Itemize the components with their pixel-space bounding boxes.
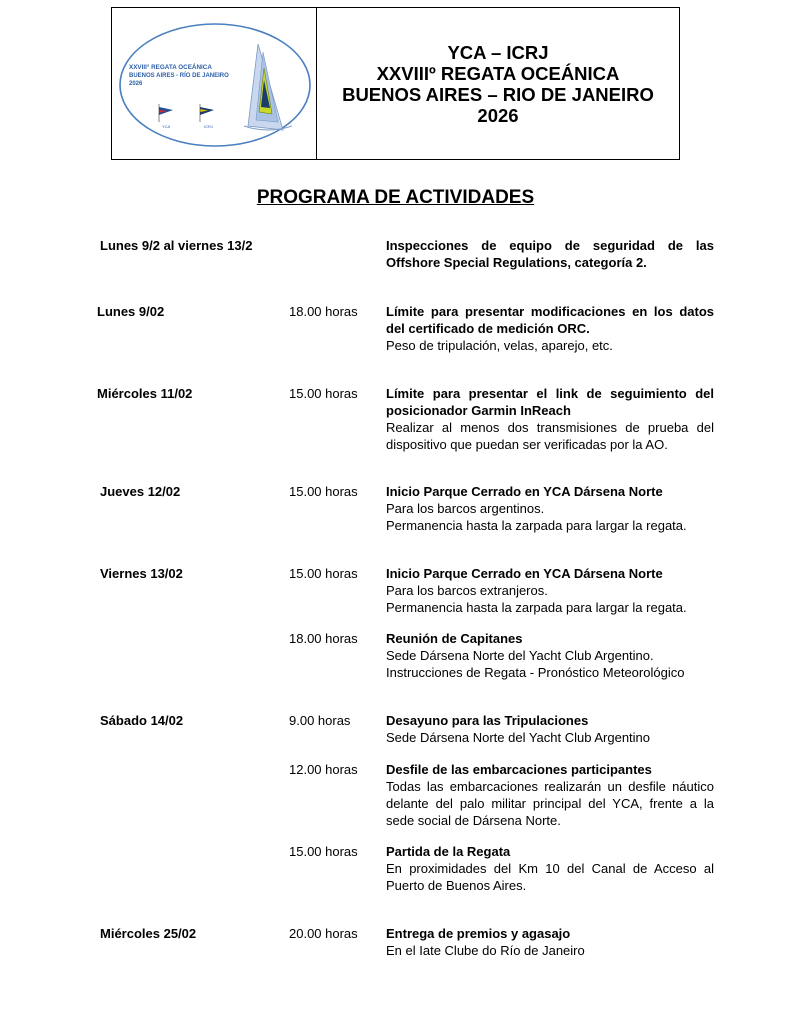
schedule-title: Límite para presentar el link de seguimiento del posicionador Garmin InReach xyxy=(386,386,714,418)
svg-text:XXVIII° REGATA OCEÁNICA: XXVIII° REGATA OCEÁNICA xyxy=(129,64,212,71)
schedule-detail: Para los barcos extranjeros. xyxy=(386,583,548,598)
schedule-detail: En proximidades del Km 10 del Canal de Acceso al Puerto de Buenos Aires. xyxy=(386,861,714,893)
schedule-detail: En el Iate Clube do Río de Janeiro xyxy=(386,943,585,958)
schedule-time: 18.00 horas xyxy=(289,304,358,319)
schedule-detail: Peso de tripulación, velas, aparejo, etc. xyxy=(386,338,613,353)
header-title-line-2: XXVIIIº REGATA OCEÁNICA xyxy=(376,62,620,84)
schedule-title: Desfile de las embarcaciones participantes xyxy=(386,762,652,777)
schedule-time: 15.00 horas xyxy=(289,844,358,859)
schedule-description xyxy=(386,712,714,746)
schedule-time: 15.00 horas xyxy=(289,386,358,401)
schedule-detail: Sede Dársena Norte del Yacht Club Argentino xyxy=(386,730,651,745)
schedule-detail: Permanencia hasta la zarpada para largar la regata. xyxy=(386,518,687,533)
schedule-time: 12.00 horas xyxy=(289,762,358,777)
svg-text:ICRJ: ICRJ xyxy=(204,124,213,129)
schedule-title: Reunión de Capitanes xyxy=(386,631,523,646)
schedule-time: 15.00 horas xyxy=(289,484,358,499)
schedule-day: Sábado 14/02 xyxy=(100,713,184,728)
regatta-logo xyxy=(118,22,312,148)
schedule-detail: Permanencia hasta la zarpada para largar la regata. xyxy=(386,600,687,615)
schedule-day: Lunes 9/02 xyxy=(97,304,165,319)
schedule-day: Jueves 12/02 xyxy=(100,484,181,499)
schedule-title: Inicio Parque Cerrado en YCA Dársena Norte xyxy=(386,566,663,581)
schedule-title: Límite para presentar modificaciones en los datos del certificado de medición ORC. xyxy=(386,304,714,336)
schedule-title: Partida de la Regata xyxy=(386,844,511,859)
schedule-description xyxy=(386,925,714,959)
svg-text:BUENOS AIRES - RÍO DE JANEIRO: BUENOS AIRES - RÍO DE JANEIRO xyxy=(129,73,229,79)
schedule-detail: Para los barcos argentinos. xyxy=(386,501,545,516)
header-title-block xyxy=(317,8,679,159)
schedule-detail: Todas las embarcaciones realizarán un desfile náutico delante del palo militar principal del YCA, frente a la sede social de Dársena Norte. xyxy=(386,779,714,828)
schedule-description xyxy=(386,843,714,894)
schedule-description xyxy=(386,630,714,681)
schedule-time: 18.00 horas xyxy=(289,631,358,646)
header-title-line-4: 2026 xyxy=(477,104,519,126)
schedule-title: Inspecciones de equipo de seguridad de las Offshore Special Regulations, categoría 2. xyxy=(386,238,714,270)
svg-text:2026: 2026 xyxy=(129,81,143,87)
schedule-day: Miércoles 11/02 xyxy=(97,386,193,401)
schedule-description xyxy=(386,761,714,829)
schedule-title: Desayuno para las Tripulaciones xyxy=(386,713,589,728)
schedule-detail: Instrucciones de Regata - Pronóstico Meteorológico xyxy=(386,665,685,680)
schedule-description xyxy=(386,483,714,534)
page-title: PROGRAMA DE ACTIVIDADES xyxy=(256,187,535,208)
schedule-title: Inicio Parque Cerrado en YCA Dársena Norte xyxy=(386,484,663,499)
schedule-description xyxy=(386,385,714,453)
svg-text:YCA: YCA xyxy=(162,124,171,129)
schedule-time: 20.00 horas xyxy=(289,926,358,941)
schedule-day: Lunes 9/2 al viernes 13/2 xyxy=(100,238,253,253)
schedule-description xyxy=(386,565,714,616)
header-title-line-3: BUENOS AIRES – RIO DE JANEIRO xyxy=(342,83,654,105)
header-title-line-1: YCA – ICRJ xyxy=(447,41,549,63)
schedule-day: Viernes 13/02 xyxy=(100,566,183,581)
schedule-time: 15.00 horas xyxy=(289,566,358,581)
schedule-title: Entrega de premios y agasajo xyxy=(386,926,571,941)
header-box xyxy=(111,7,680,160)
schedule-time: 9.00 horas xyxy=(289,713,351,728)
schedule-day: Miércoles 25/02 xyxy=(100,926,197,941)
schedule-description xyxy=(386,237,714,271)
schedule-description xyxy=(386,303,714,354)
schedule-detail: Realizar al menos dos transmisiones de prueba del dispositivo que puedan ser verificadas por la AO. xyxy=(386,420,714,452)
schedule-detail: Sede Dársena Norte del Yacht Club Argentino. xyxy=(386,648,654,663)
